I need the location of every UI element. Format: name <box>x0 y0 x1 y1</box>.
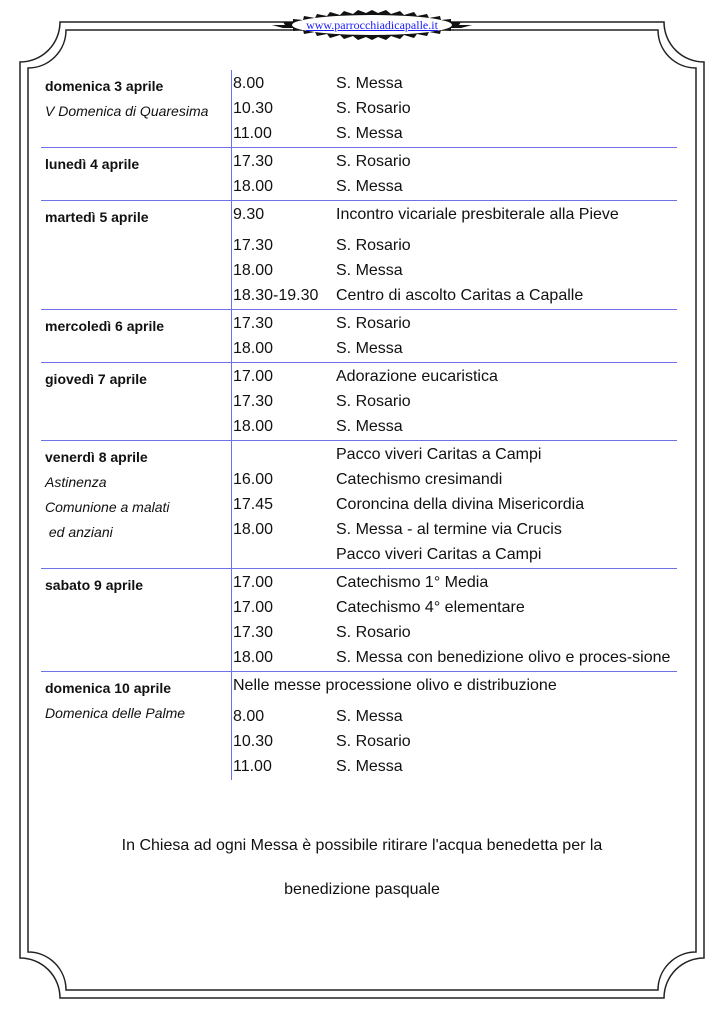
event-row <box>233 704 677 729</box>
event-description: S. Rosario <box>336 237 411 254</box>
event-list <box>231 672 677 780</box>
day-info <box>45 313 230 339</box>
day-note: Astinenza <box>45 474 107 490</box>
event-description: Catechismo 1° Media <box>336 574 489 591</box>
event-description: S. Messa <box>336 178 403 195</box>
event-row <box>233 542 677 567</box>
event-row <box>233 258 677 283</box>
event-description: S. Rosario <box>336 393 411 410</box>
day-name: domenica 10 aprile <box>45 680 172 696</box>
event-description: S. Rosario <box>336 733 411 750</box>
day-name: mercoledì 6 aprile <box>45 318 165 334</box>
event-row <box>233 595 677 620</box>
holy-water-note <box>60 824 664 912</box>
event-description: S. Messa <box>336 418 403 435</box>
event-description: S. Messa <box>336 708 403 725</box>
day-info <box>45 572 230 598</box>
event-row <box>233 202 677 227</box>
day-block <box>41 148 677 201</box>
event-time: 17.00 <box>233 368 274 385</box>
event-description: Centro di ascolto Caritas a Capalle <box>336 287 584 304</box>
event-description: S. Messa <box>336 125 403 142</box>
event-time: 17.30 <box>233 315 274 332</box>
event-time: 11.00 <box>233 125 272 142</box>
event-time: 11.00 <box>233 758 272 775</box>
day-block <box>41 363 677 441</box>
event-time: 17.30 <box>233 237 274 254</box>
day-name: domenica 3 aprile <box>45 78 164 94</box>
day-info <box>45 204 230 230</box>
event-time: 18.00 <box>233 418 274 435</box>
event-description: Coroncina della divina Misericordia <box>336 496 585 513</box>
event-row <box>233 645 677 670</box>
event-description: S. Messa - al termine via Crucis <box>336 521 562 538</box>
event-description: S. Rosario <box>336 100 411 117</box>
event-row <box>233 729 677 754</box>
event-row <box>233 754 677 779</box>
event-row <box>233 442 677 467</box>
event-time: 9.30 <box>233 206 265 223</box>
event-row <box>233 311 677 336</box>
event-time: 17.30 <box>233 393 274 410</box>
event-time: 10.30 <box>233 733 274 750</box>
event-time: 18.00 <box>233 649 274 666</box>
event-list <box>231 201 677 309</box>
day-name: lunedì 4 aprile <box>45 156 140 172</box>
day-name: venerdì 8 aprile <box>45 449 148 465</box>
event-time: 8.00 <box>233 708 265 725</box>
event-time: 18.30-19.30 <box>233 287 319 304</box>
day-name: martedì 5 aprile <box>45 209 149 225</box>
event-description: Pacco viveri Caritas a Campi <box>336 546 542 563</box>
event-description: Adorazione eucaristica <box>336 368 498 385</box>
day-note: V Domenica di Quaresima <box>45 103 209 119</box>
event-description: S. Messa <box>336 758 403 775</box>
event-time: 8.00 <box>233 75 265 92</box>
event-row <box>233 121 677 146</box>
day-info <box>45 366 230 392</box>
day-name: sabato 9 aprile <box>45 577 144 593</box>
event-row <box>233 336 677 361</box>
day-info <box>45 151 230 177</box>
event-time: 17.00 <box>233 574 274 591</box>
event-description: S. Rosario <box>336 315 411 332</box>
event-time <box>233 542 336 567</box>
event-row <box>233 389 677 414</box>
event-row <box>233 283 677 308</box>
note-line-2: benedizione pasquale <box>284 881 440 898</box>
event-row <box>233 149 677 174</box>
schedule-table <box>41 70 677 780</box>
day-info <box>45 675 230 726</box>
event-row <box>233 414 677 439</box>
event-time: 18.00 <box>233 178 274 195</box>
event-row <box>233 96 677 121</box>
day-block <box>41 201 677 310</box>
event-time: 10.30 <box>233 100 274 117</box>
event-time: 17.45 <box>233 496 274 513</box>
note-line-1: In Chiesa ad ogni Messa è possibile ritirare l'acqua benedetta per la <box>121 837 603 854</box>
event-row <box>233 71 677 96</box>
event-description: S. Rosario <box>336 153 411 170</box>
event-row <box>233 517 677 542</box>
event-list <box>231 441 677 568</box>
day-block <box>41 70 677 148</box>
day-block <box>41 569 677 672</box>
day-note: Domenica delle Palme <box>45 705 186 721</box>
event-description: S. Rosario <box>336 624 411 641</box>
event-time: 17.30 <box>233 153 274 170</box>
website-link[interactable]: www.parrocchiadicapalle.it <box>306 17 438 32</box>
event-row <box>233 620 677 645</box>
event-list <box>231 148 677 200</box>
website-badge <box>262 10 482 40</box>
event-list <box>231 310 677 362</box>
day-intro: Nelle messe processione olivo e distribuzione <box>233 677 557 694</box>
event-description: S. Messa <box>336 75 403 92</box>
event-time: 18.00 <box>233 521 274 538</box>
event-description: Incontro vicariale presbiterale alla Pieve <box>336 206 619 223</box>
event-time <box>233 442 336 467</box>
event-description: Catechismo cresimandi <box>336 471 503 488</box>
day-block <box>41 310 677 363</box>
event-description: Catechismo 4° elementare <box>336 599 525 616</box>
event-time: 18.00 <box>233 340 274 357</box>
event-row <box>233 492 677 517</box>
event-time: 16.00 <box>233 471 274 488</box>
event-description: Pacco viveri Caritas a Campi <box>336 446 542 463</box>
event-list <box>231 363 677 440</box>
day-info <box>45 444 230 545</box>
day-info <box>45 73 230 124</box>
event-list <box>231 70 677 147</box>
event-row <box>233 233 677 258</box>
day-note: ed anziani <box>45 524 113 540</box>
day-note: Comunione a malati <box>45 499 170 515</box>
event-description: S. Messa con benedizione olivo e proces-sione <box>336 649 671 666</box>
event-row <box>233 174 677 199</box>
event-description: S. Messa <box>336 262 403 279</box>
event-description: S. Messa <box>336 340 403 357</box>
day-name: giovedì 7 aprile <box>45 371 147 387</box>
event-row <box>233 364 677 389</box>
event-time: 17.30 <box>233 624 274 641</box>
day-block <box>41 441 677 569</box>
event-time: 18.00 <box>233 262 274 279</box>
event-time: 17.00 <box>233 599 274 616</box>
event-row <box>233 570 677 595</box>
event-row <box>233 467 677 492</box>
day-block <box>41 672 677 780</box>
event-list <box>231 569 677 671</box>
